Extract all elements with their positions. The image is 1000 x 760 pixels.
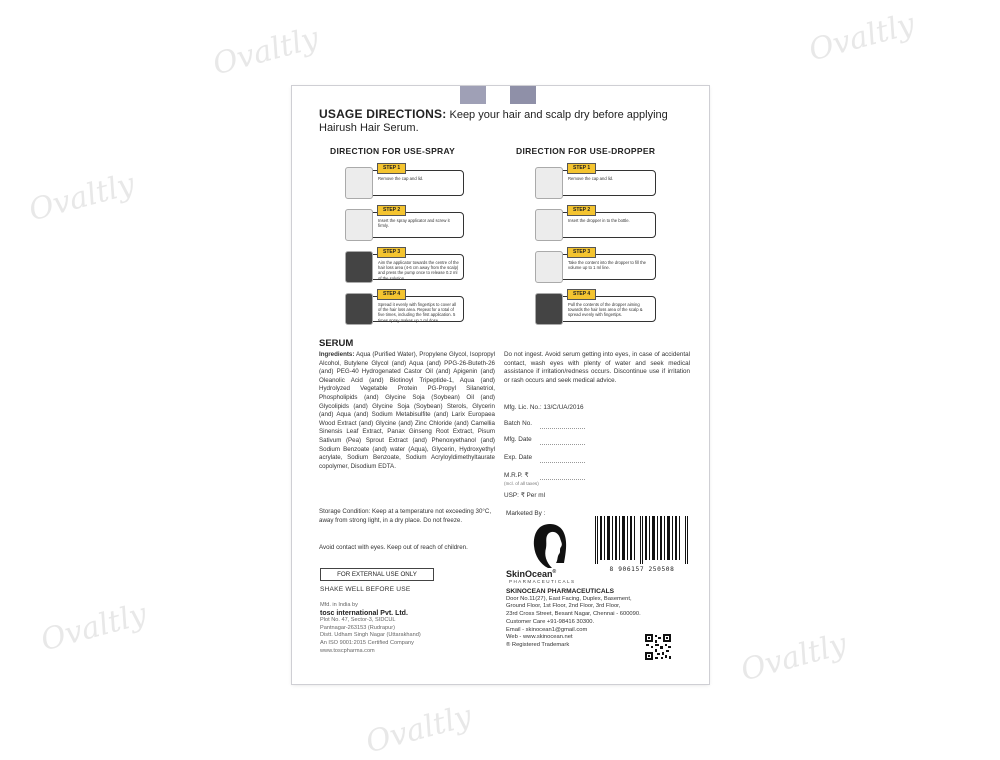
- dropper-step-4: [540, 291, 656, 322]
- step-text: Pull the contents of the dropper aiming towards the hair loss area of the scalp & spread evenly with fingertips.: [568, 302, 643, 318]
- registered-trademark: ® Registered Trademark: [506, 641, 570, 648]
- usp: USP: ₹ Per ml: [504, 492, 545, 499]
- watermark: Ovaltly: [25, 166, 139, 229]
- dropper-icon: [535, 251, 563, 283]
- mfg-lic: Mfg. Lic. No.: 13/C/UA/2016: [504, 404, 584, 411]
- spray-title: DIRECTION FOR USE-SPRAY: [330, 146, 456, 156]
- watermark: Ovaltly: [362, 698, 476, 760]
- marketer-address-line: Door No.11(27), East Facing, Duplex, Basement,: [506, 595, 632, 602]
- skinocean-logo-icon: [530, 522, 570, 570]
- brand-subtitle: PHARMACEUTICALS: [509, 579, 576, 584]
- dropper-icon: [535, 209, 563, 241]
- step-label: STEP 1: [567, 163, 596, 174]
- step-text: Remove the cap and lid.: [378, 176, 424, 181]
- head-icon: [535, 293, 563, 325]
- product-label-card: [292, 86, 709, 684]
- head-icon: [345, 293, 373, 325]
- shake-well: SHAKE WELL BEFORE USE: [320, 586, 411, 593]
- step-label: STEP 4: [567, 289, 596, 300]
- step-label: STEP 1: [377, 163, 406, 174]
- manufacturer-address: Distt. Udham Singh Nagar (Uttarakhand): [320, 632, 421, 639]
- step-text: Spread it evenly with fingertips to cover all of the hair loss area. Repeat for a total of five times, including the first application. 5 times spray makes up 1 ml dose.: [378, 302, 457, 323]
- step-text: Aim the applicator towards the centre of the hair loss area (4-6 cm away from the scalp) and press the pump once to release 0.2 ml of the solution.: [378, 260, 459, 281]
- marketer-email: Email - skinocean1@gmail.com: [506, 626, 588, 633]
- step-text: Insert the dropper in to the bottle.: [568, 218, 630, 223]
- spray-step-4: [350, 291, 464, 323]
- step-text: Insert the spray applicator and screw it firmly.: [378, 218, 450, 229]
- field-line: [540, 479, 585, 480]
- spray-step-1: [350, 165, 464, 196]
- head-icon: [345, 251, 373, 283]
- ingredients: [319, 351, 495, 471]
- watermark: Ovaltly: [37, 596, 151, 659]
- step-text: Take the content into the dropper to fill the volume up to 1 ml line.: [568, 260, 646, 271]
- step-text: Remove the cap and lid.: [568, 176, 614, 181]
- barcode-number: 8 906157 250508: [609, 566, 675, 573]
- usage-heading: USAGE DIRECTIONS:: [319, 107, 447, 121]
- ingredients-label: Ingredients:: [319, 351, 355, 358]
- mrp-note: (Incl. of all taxes): [504, 481, 539, 486]
- watermark: Ovaltly: [209, 20, 323, 83]
- dropper-step-2: [540, 207, 656, 238]
- marketer-company: SKINOCEAN PHARMACEUTICALS: [506, 588, 615, 595]
- external-use-box: FOR EXTERNAL USE ONLY: [320, 568, 434, 581]
- dropper-step-1: [540, 165, 656, 196]
- manufacturer-address: Pantnagar-263153 (Rudrapur): [320, 624, 395, 631]
- manufacturer-iso: An ISO 9001:2015 Certified Company: [320, 639, 414, 646]
- manufacturer-address: Plot No. 47, Sector-3, SIDCUL: [320, 617, 396, 624]
- qr-code: [645, 634, 671, 660]
- step-label: STEP 4: [377, 289, 406, 300]
- customer-care: Customer Care +91-98416 30300.: [506, 618, 595, 625]
- dropper-step-3: [540, 249, 656, 280]
- watermark: Ovaltly: [805, 6, 919, 69]
- usage-directions: [319, 108, 689, 135]
- mrp: M.R.P. ₹: [504, 472, 529, 479]
- spray-step-3: [350, 249, 464, 281]
- mfg-date: Mfg. Date: [504, 436, 532, 443]
- dropper-title: DIRECTION FOR USE-DROPPER: [516, 146, 656, 156]
- watermark: Ovaltly: [737, 626, 851, 689]
- storage-condition: Storage Condition: Keep at a temperature not exceeding 30°C, away from strong light, in a dry place. Do not freeze.: [319, 508, 492, 524]
- bottle-icon: [345, 167, 373, 199]
- avoid-contact: Avoid contact with eyes. Keep out of reach of children.: [319, 544, 468, 551]
- field-line: [540, 428, 585, 429]
- field-line: [540, 444, 585, 445]
- step-label: STEP 2: [567, 205, 596, 216]
- step-label: STEP 3: [567, 247, 596, 258]
- brand-name: SkinOcean®: [506, 569, 557, 579]
- usage-text: Keep your hair and scalp dry before applying Hairush Hair Serum.: [319, 109, 668, 134]
- sachet-seal: [460, 86, 486, 104]
- ingredients-text: Aqua (Purified Water), Propylene Glycol, Isopropyl Alcohol, Butylene Glycol (and) Aqua (and) PPG-26-Buteth-26 (and) PEG-40 Hydrogenated Castor Oil (and) Apigenin (and) Oleanolic Acid (and) Biotinoyl Tripeptide-1, Aqua (and) Hydrolyzed Vegetable Protein PG-Propyl Silanetriol, Phospholipids (and) Glycine Soja (Soybean) Oil (and) Glycolipids (and) Glycine Soja (Soybean) Sterols, Glycerin (and) Aqua (and) Sodium Metabisulfite (and) Larix Europaea Wood Extract (and) Glycine (and) Zinc Chloride (and) Camellia Sinensis Leaf Extract, Panax Ginseng Root Extract, Pisum Sativum (Pea) Sprout Extract (and) Phenoxyethanol (and) Sodium Benzoate (and) water (Aqua), Glycerin, Hydroxyethyl acrylate, Sodium Benzoate, Sodium Acryloyldimethyltaurate copolymer, Disodium EDTA.: [319, 351, 495, 470]
- spray-bottle-icon: [345, 209, 373, 241]
- bottle-icon: [535, 167, 563, 199]
- marketer-address-line: 23rd Cross Street, Besant Nagar, Chennai - 600090.: [506, 611, 641, 618]
- sachet-seal: [510, 86, 536, 104]
- field-line: [540, 462, 585, 463]
- marketer-web: Web - www.skinocean.net: [506, 634, 573, 641]
- exp-date: Exp. Date: [504, 454, 533, 461]
- spray-step-2: [350, 207, 464, 238]
- mfd-in: Mfd. in India by: [320, 602, 358, 608]
- barcode: [595, 516, 689, 564]
- batch-no: Batch No.: [504, 420, 533, 427]
- marketer-address-line: Ground Floor, 1st Floor, 2nd Floor, 3rd Floor,: [506, 603, 621, 610]
- brand-text: SkinOcean: [506, 569, 553, 579]
- step-label: STEP 3: [377, 247, 406, 258]
- serum-heading: SERUM: [319, 338, 354, 349]
- marketed-by: Marketed By :: [506, 510, 546, 517]
- manufacturer-info: [320, 602, 500, 655]
- step-label: STEP 2: [377, 205, 406, 216]
- manufacturer-company: tosc international Pvt. Ltd.: [320, 609, 408, 617]
- manufacturer-web: www.toscpharma.com: [320, 647, 375, 654]
- warning-text: Do not ingest. Avoid serum getting into eyes, in case of accidental contact, wash eyes with plenty of water and seek medical assistance if irritation/redness occurs. Discontinue use if irritation or rash occurs and seek medical advice.: [504, 351, 690, 384]
